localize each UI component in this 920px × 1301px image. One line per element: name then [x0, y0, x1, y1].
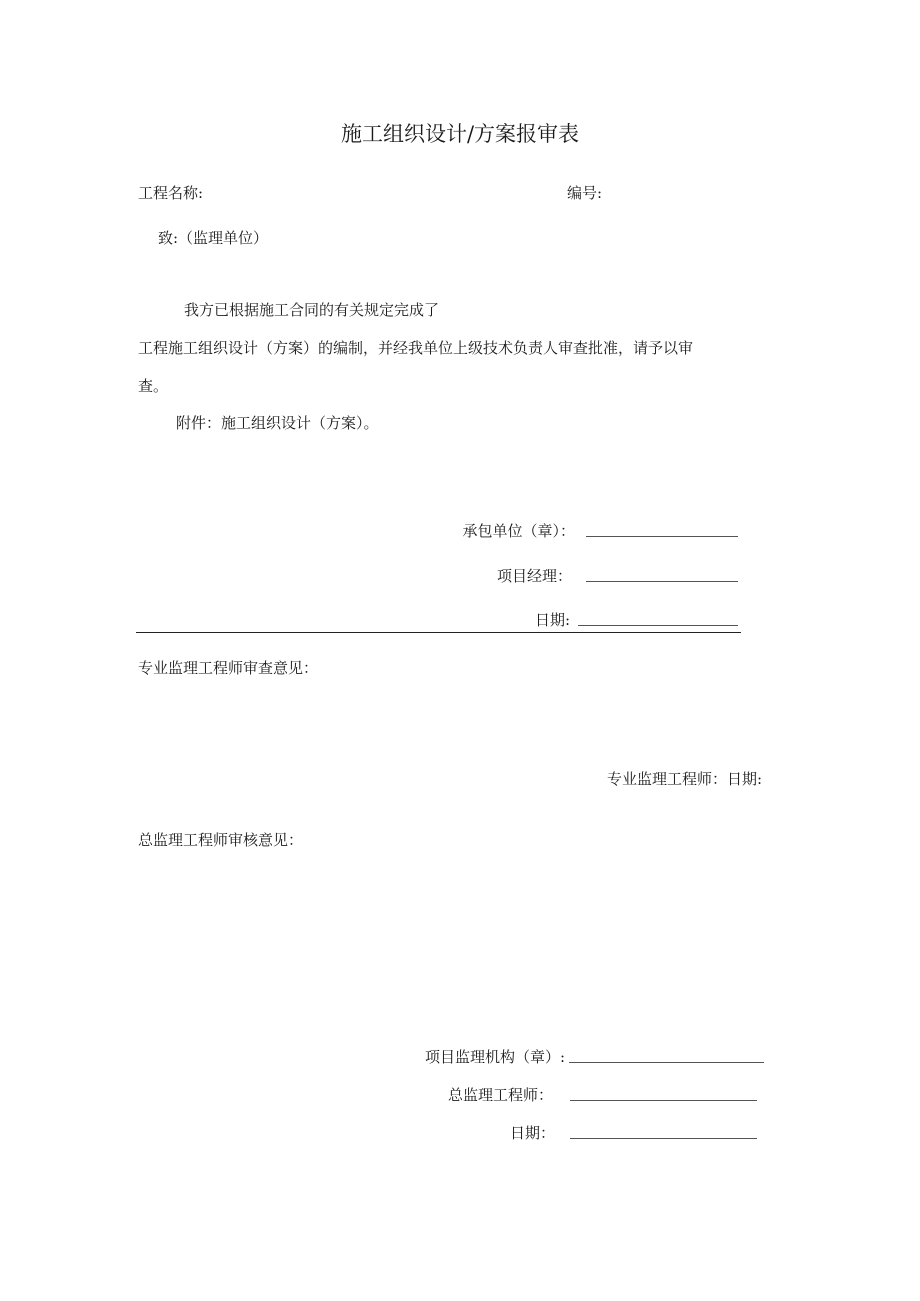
specialist-sign-label: 专业监理工程师：日期:	[606, 770, 762, 788]
body-line-1: 我方已根据施工合同的有关规定完成了	[184, 301, 440, 319]
contractor-date-label: 日期:	[534, 611, 570, 629]
chief-review-label: 总监理工程师审核意见：	[138, 831, 304, 849]
chief-date-field[interactable]	[570, 1138, 757, 1139]
project-name-label: 工程名称:	[138, 184, 204, 202]
recipient-line: 致:（监理单位）	[158, 229, 269, 247]
number-label: 编号:	[567, 184, 603, 202]
agency-label: 项目监理机构（章）:	[424, 1048, 565, 1066]
section-divider	[136, 632, 741, 633]
chief-date-label: 日期：	[509, 1124, 555, 1142]
contractor-unit-field[interactable]	[586, 536, 738, 537]
agency-field[interactable]	[569, 1062, 764, 1063]
contractor-unit-label: 承包单位（章）：	[462, 522, 575, 540]
page-title: 施工组织设计/方案报审表	[340, 122, 580, 146]
contractor-date-field[interactable]	[578, 625, 738, 626]
chief-engineer-label: 总监理工程师：	[447, 1086, 553, 1104]
body-line-3: 查。	[138, 377, 169, 395]
project-manager-field[interactable]	[586, 581, 738, 582]
chief-engineer-field[interactable]	[570, 1100, 757, 1101]
body-line-2: 工程施工组织设计（方案）的编制，并经我单位上级技术负责人审查批准，请予以审	[138, 339, 694, 357]
project-manager-label: 项目经理：	[496, 567, 572, 585]
attachment-line: 附件：施工组织设计（方案）。	[176, 414, 379, 432]
specialist-review-label: 专业监理工程师审查意见：	[138, 659, 319, 677]
